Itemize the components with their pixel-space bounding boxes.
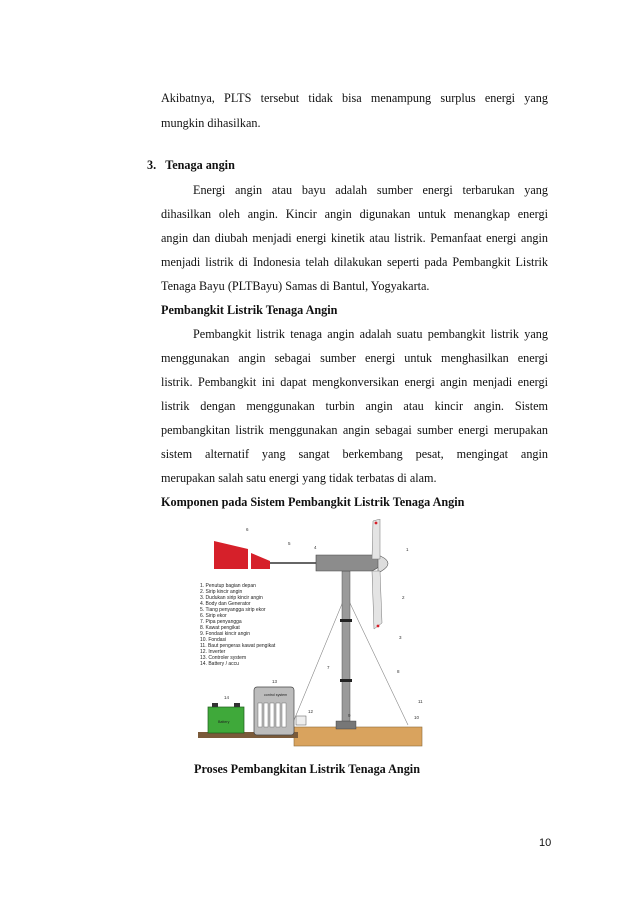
para2-line-7: merupakan salah satu energi yang tidak terbatas di alam. [161,471,437,485]
para1-line-1: Energi angin atau bayu adalah sumber energi terbarukan yang [193,183,548,197]
legend-item: 2. Sirip kincir angin [200,589,243,595]
component-legend [200,583,276,667]
guy-wire-left [292,599,344,725]
para2-line-1: Pembangkit listrik tenaga angin adalah suatu pembangkit listrik yang [193,327,548,341]
legend-item: 4. Body dan Generator [200,601,251,607]
callout-1: 1 [406,547,409,552]
legend-item: 6. Sirip ekor [200,613,227,619]
subheading-pembangkit: Pembangkit Listrik Tenaga Angin [161,303,338,317]
section-number: 3. [147,158,157,172]
blade-top [372,519,380,559]
legend-item: 7. Pipa penyangga [200,619,242,625]
callout-2: 2 [402,595,405,600]
para2-line-5: pembangkitan listrik menggunakan angin sebagai sumber energi merupakan [161,423,548,437]
callout-6: 6 [246,527,249,532]
legend-item: 8. Kawat pengikat [200,625,240,631]
para2-line-2: menggunakan angin sebagai sumber energi untuk menghasilkan energi [161,351,548,365]
ground-foundation [294,727,422,746]
battery-label: Battery [218,720,230,724]
para1-line-5: Tenaga Bayu (PLTBayu) Samas di Bantul, Yogyakarta. [161,279,430,293]
para1-line-3: angin dan diubah menjadi energi kinetik atau listrik. Pemanfaat energi angin [161,231,548,245]
para2-line-6: sistem alternatif yang sangat berkembang pesat, mengingat angin [161,447,548,461]
figure-caption: Proses Pembangkitan Listrik Tenaga Angin [194,762,420,776]
callout-12: 12 [308,709,314,714]
callout-5: 5 [288,541,291,546]
tail-fin-large [214,541,248,569]
legend-item: 10. Fondasi [200,637,227,643]
callout-8: 8 [397,669,400,674]
battery-terminal-1 [212,703,218,707]
legend-item: 9. Fondasi kincir angin [200,631,251,637]
callout-7: 7 [327,665,330,670]
tail-fin-small [251,553,270,569]
intro-line-2: mungkin dihasilkan. [161,116,261,130]
legend-item: 13. Controler system [200,655,247,661]
callout-9: 9 [348,713,351,718]
para2-line-3: listrik. Pembangkit ini dapat mengkonversikan energi angin menjadi energi [161,375,548,389]
legend-item: 1. Penutup bagian depan [200,583,256,589]
callout-4: 4 [314,545,317,550]
legend-item: 11. Baut pengeras kawat pengikat [200,643,276,649]
callout-3: 3 [399,635,402,640]
callout-10: 10 [414,715,420,720]
legend-item: 3. Dudukan sirip kincir angin [200,595,263,601]
tower-clamp-1 [340,619,352,622]
legend-item: 12. Inverter [200,649,226,655]
blade-tip-top [375,522,378,525]
section-heading [147,158,235,173]
blade-bottom [372,571,382,629]
para1-line-2: dihasilkan oleh angin. Kincir angin digunakan untuk menangkap energi [161,207,548,221]
page-number: 10 [539,837,552,849]
wind-turbine-diagram [196,519,428,749]
legend-item: 5. Tiang penyangga sirip ekor [200,607,266,613]
controller-label: control system [264,693,288,697]
para1-line-4: menjadi listrik di Indonesia telah dilakukan seperti pada Pembangkit Listrik [161,255,548,269]
tower-clamp-2 [340,679,352,682]
section-title: Tenaga angin [165,158,235,172]
tower-base [336,721,356,729]
inverter [296,716,306,725]
tower-pole [342,571,350,727]
callout-13: 13 [272,679,278,684]
subheading-komponen: Komponen pada Sistem Pembangkit Listrik Tenaga Angin [161,495,465,509]
para2-line-4: listrik dengan menggunakan turbin angin atau kincir angin. Sistem [161,399,548,413]
callout-11: 11 [418,699,423,704]
blade-tip-bottom [377,625,380,628]
callout-14: 14 [224,695,230,700]
legend-item: 14. Battery / accu [200,661,239,667]
battery-terminal-2 [234,703,240,707]
intro-line-1: Akibatnya, PLTS tersebut tidak bisa menampung surplus energi yang [161,91,548,105]
